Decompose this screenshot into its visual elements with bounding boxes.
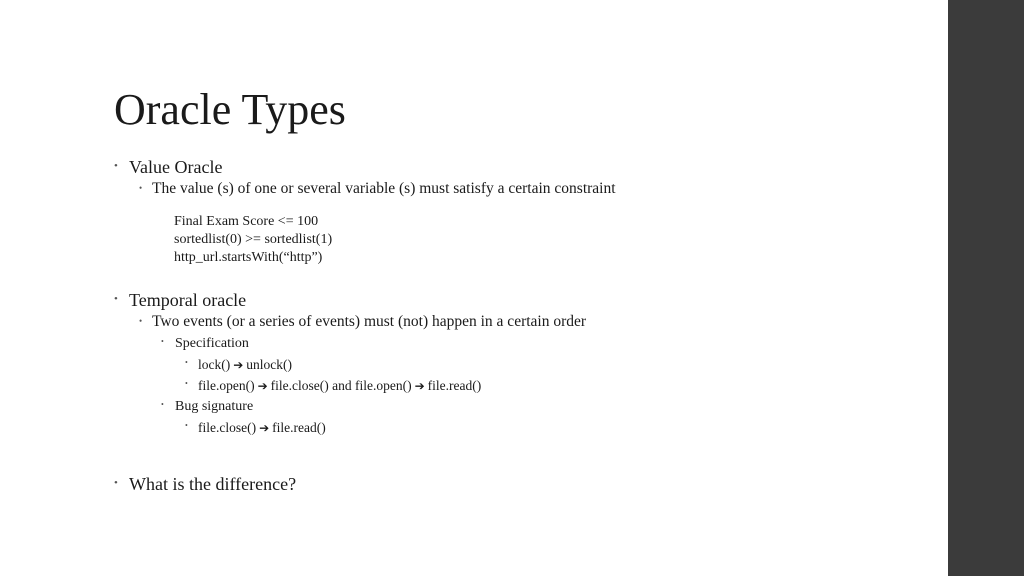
specification-label: Specification <box>175 336 249 351</box>
bullet-icon: • <box>161 400 164 409</box>
bug-item-1-before: file.close() <box>198 420 257 435</box>
arrow-right-icon: ➔ <box>414 379 425 393</box>
temporal-oracle-heading: Temporal oracle <box>129 290 247 310</box>
bullet-icon: • <box>114 293 118 305</box>
side-accent-bar <box>948 0 1024 576</box>
spec-item-2-part-a: file.open() <box>198 378 255 393</box>
value-oracle-description: The value (s) of one or several variable (s) must satisfy a certain constraint <box>152 180 616 197</box>
bullet-icon: • <box>139 316 143 326</box>
value-example-1: Final Exam Score <= 100 <box>174 214 319 229</box>
bullet-icon: • <box>185 421 188 430</box>
bullet-icon: • <box>161 337 164 346</box>
spec-item-1-after: unlock() <box>246 357 293 372</box>
temporal-oracle-description: Two events (or a series of events) must (not) happen in a certain order <box>152 313 587 330</box>
arrow-right-icon: ➔ <box>257 379 268 393</box>
arrow-right-icon: ➔ <box>233 358 244 372</box>
difference-question: What is the difference? <box>129 474 297 494</box>
bullet-icon: • <box>185 358 188 367</box>
spec-item-2-part-b: file.close() and file.open() <box>270 378 412 393</box>
slide-title: Oracle Types <box>114 85 346 134</box>
value-oracle-heading: Value Oracle <box>129 157 223 177</box>
bug-signature-label: Bug signature <box>175 399 254 414</box>
value-example-2: sortedlist(0) >= sortedlist(1) <box>174 232 333 247</box>
bullet-icon: • <box>185 379 188 388</box>
bug-item-1-after: file.read() <box>272 420 326 435</box>
spec-item-2-part-c: file.read() <box>427 378 482 393</box>
bug-item-1 <box>198 419 326 437</box>
spec-item-2 <box>198 377 481 395</box>
bullet-icon: • <box>114 477 118 489</box>
spec-item-1-before: lock() <box>198 357 231 372</box>
bullet-icon: • <box>139 183 143 193</box>
value-example-3: http_url.startsWith(“http”) <box>174 250 323 265</box>
arrow-right-icon: ➔ <box>259 421 270 435</box>
spec-item-1 <box>198 356 292 374</box>
bullet-icon: • <box>114 160 118 172</box>
